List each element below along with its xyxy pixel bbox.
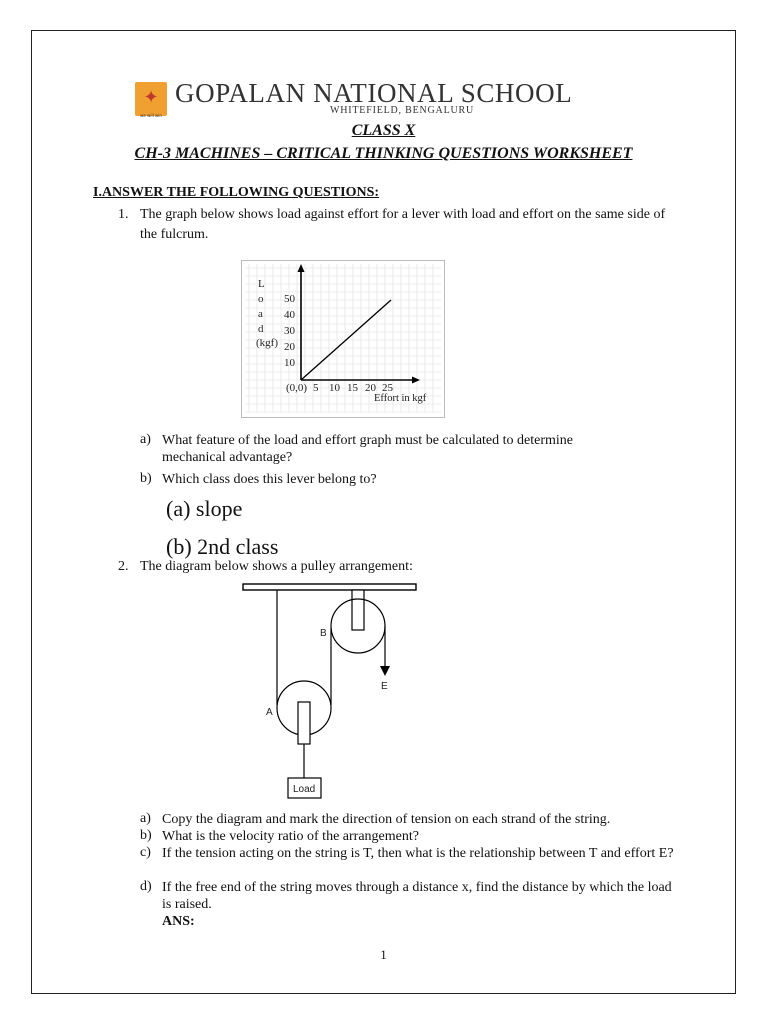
x-tick-label: 15 — [347, 382, 358, 394]
q2-number: 2. — [118, 559, 129, 574]
logo-caption: we will win — [140, 113, 162, 118]
pulley-b-label: B — [320, 628, 327, 639]
chapter-title: CH-3 MACHINES – CRITICAL THINKING QUESTIONS WORKSHEET — [134, 145, 633, 162]
ceiling-support — [243, 584, 416, 590]
class-title: CLASS X — [351, 122, 416, 139]
q2d-label: d) — [140, 879, 152, 894]
q2c-label: c) — [140, 845, 151, 860]
y-axis-letter: a — [258, 308, 263, 320]
y-tick-label: 40 — [284, 309, 295, 321]
y-tick-label: 50 — [284, 293, 295, 305]
pulley-a-hook — [298, 702, 310, 744]
q2d-text: If the free end of the string moves through a distance x, find the distance by which the load is raised. — [162, 880, 672, 912]
y-axis-letter: d — [258, 323, 264, 335]
origin-label: (0,0) — [286, 382, 308, 394]
y-axis-unit: (kgf) — [256, 337, 278, 349]
x-tick-label: 25 — [382, 382, 393, 394]
q2c-text: If the tension acting on the string is T, then what is the relationship between T and effort E? — [162, 846, 674, 861]
x-tick-label: 20 — [365, 382, 376, 394]
load-effort-graph — [241, 260, 445, 418]
x-tick-label: 10 — [329, 382, 340, 394]
school-location: WHITEFIELD, BENGALURU — [330, 105, 475, 116]
pulley-b-mount — [352, 590, 364, 630]
y-tick-label: 30 — [284, 325, 295, 337]
load-label: Load — [293, 784, 316, 795]
school-name: GOPALAN NATIONAL SCHOOL — [175, 78, 573, 108]
q2-text: The diagram below shows a pulley arrangement: — [140, 559, 413, 574]
logo-figure-icon: ✦ — [143, 87, 159, 107]
pulley-diagram — [235, 580, 425, 802]
pulley-a-label: A — [266, 707, 273, 718]
q1-number: 1. — [118, 207, 129, 222]
q1-text: The graph below shows load against effort for a lever with load and effort on the same side of the fulcrum. — [140, 207, 666, 242]
q1b-label: b) — [140, 471, 152, 486]
y-axis-letter: L — [258, 278, 265, 290]
y-tick-label: 10 — [284, 357, 295, 369]
q1a-text: What feature of the load and effort graph must be calculated to determine mechanical advantage? — [162, 433, 574, 465]
q2b-text: What is the velocity ratio of the arrangement? — [162, 829, 419, 844]
section-heading: I.ANSWER THE FOLLOWING QUESTIONS: — [93, 185, 380, 200]
q2b-label: b) — [140, 828, 152, 843]
answer-b: (b) 2nd class — [166, 534, 279, 559]
x-axis-label: Effort in kgf — [374, 393, 427, 404]
y-tick-label: 20 — [284, 341, 295, 353]
x-tick-label: 5 — [313, 382, 319, 394]
effort-label: E — [381, 681, 388, 692]
q1a-label: a) — [140, 432, 151, 447]
q2a-text: Copy the diagram and mark the direction of tension on each strand of the string. — [162, 812, 611, 827]
q2a-label: a) — [140, 811, 151, 826]
q1b-text: Which class does this lever belong to? — [162, 472, 377, 487]
answer-a: (a) slope — [166, 496, 243, 521]
y-axis-letter: o — [258, 293, 264, 305]
effort-arrow-icon — [380, 666, 390, 676]
answer-label: ANS: — [162, 914, 195, 929]
page-number: 1 — [380, 947, 387, 962]
